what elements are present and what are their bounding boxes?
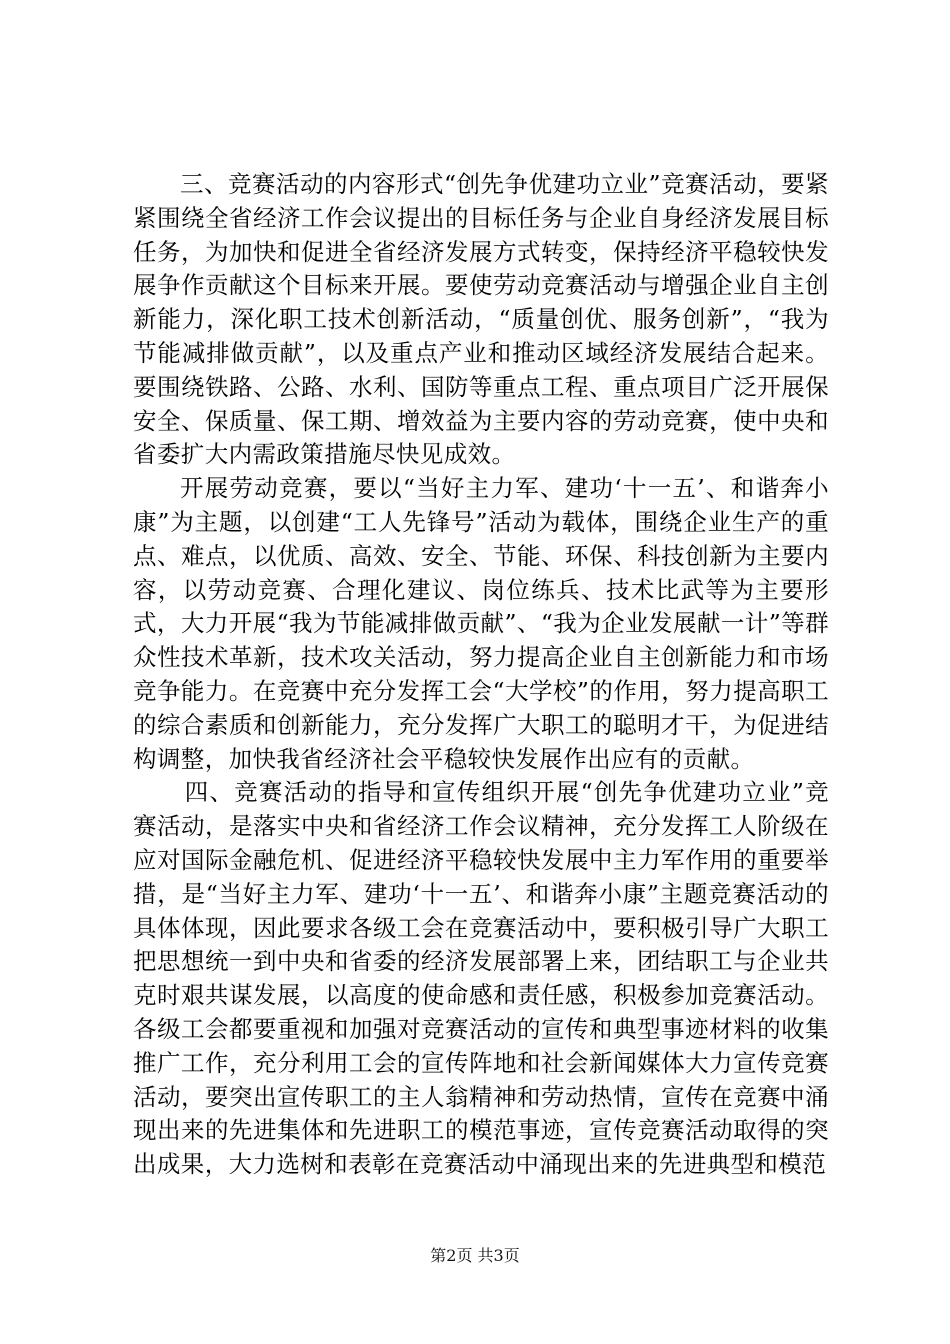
document-body bbox=[133, 168, 829, 1182]
paragraph-section-four: 四、竞赛活动的指导和宣传组织开展“创先争优建功立业”竞赛活动，是落实中央和省经济工作会议精神，充分发挥工人阶级在应对国际金融危机、促进经济平稳较快发展中主力军作用的重要举措，是“当好主力军、建功‘十一五’、和谐奔小康”主题竞赛活动的具体体现，因此要求各级工会在竞赛活动中，要积极引导广大职工把思想统一到中央和省委的经济发展部署上来，团结职工与企业共克时艰共谋发展，以高度的使命感和责任感，积极参加竞赛活动。各级工会都要重视和加强对竞赛活动的宣传和典型事迹材料的收集推广工作，充分利用工会的宣传阵地和社会新闻媒体大力宣传竞赛活动，要突出宣传职工的主人翁精神和劳动热情，宣传在竞赛中涌现出来的先进集体和先进职工的模范事迹，宣传竞赛活动取得的突出成果，大力选树和表彰在竞赛活动中涌现出来的先进典型和模范 bbox=[133, 778, 829, 1179]
page-footer: 第2页 共3页 bbox=[430, 1246, 520, 1265]
paragraph-section-three: 三、竞赛活动的内容形式“创先争优建功立业”竞赛活动，要紧紧围绕全省经济工作会议提出的目标任务与企业自身经济发展目标任务，为加快和促进全省经济发展方式转变，保持经济平稳较快发展争作贡献这个目标来开展。要使劳动竞赛活动与增强企业自主创新能力，深化职工技术创新活动，“质量创优、服务创新”，“我为节能减排做贡献”，以及重点产业和推动区域经济发展结合起来。要围绕铁路、公路、水利、国防等重点工程、重点项目广泛开展保安全、保质量、保工期、增效益为主要内容的劳动竞赛，使中央和省委扩大内需政策措施尽快见成效。 bbox=[133, 170, 829, 469]
paragraph-labor-competition: 开展劳动竞赛，要以“当好主力军、建功‘十一五’、和谐奔小康”为主题，以创建“工人先锋号”活动为载体，围绕企业生产的重点、难点，以优质、高效、安全、节能、环保、科技创新为主要内容，以劳动竞赛、合理化建议、岗位练兵、技术比武等为主要形式，大力开展“我为节能减排做贡献”、“我为企业发展献一计”等群众性技术革新，技术攻关活动，努力提高企业自主创新能力和市场竞争能力。在竞赛中充分发挥工会“大学校”的作用，努力提高职工的综合素质和创新能力，充分发挥广大职工的聪明才干，为促进结构调整，加快我省经济社会平稳较快发展作出应有的贡献。 bbox=[133, 474, 829, 773]
